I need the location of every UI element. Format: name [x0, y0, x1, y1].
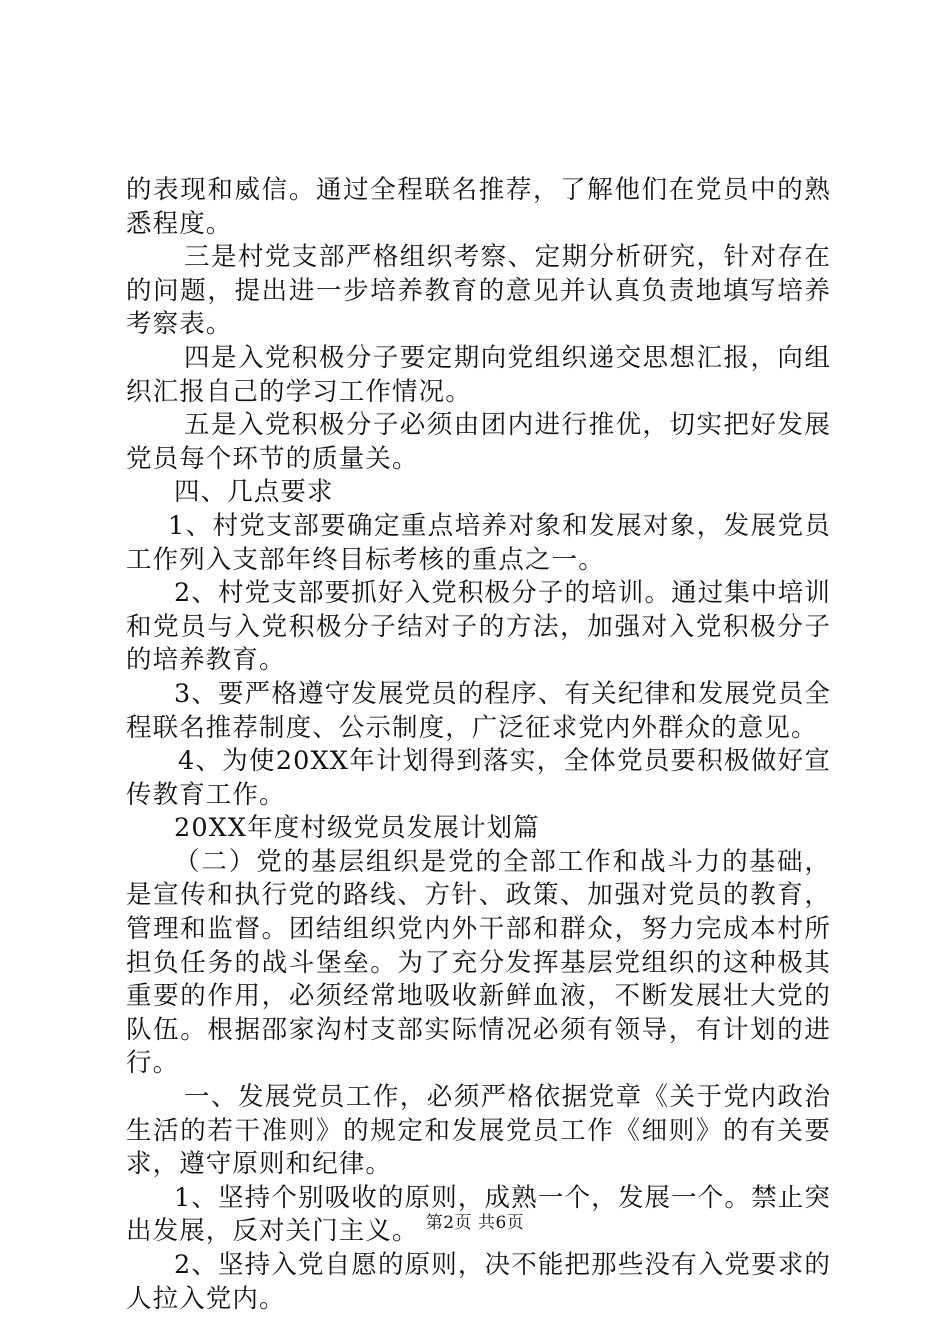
section-heading-requirements: 四、几点要求	[174, 477, 334, 508]
paragraph-continuation: 的表现和威信。通过全程联名推荐，了解他们在党员中的熟悉程度。	[126, 175, 831, 239]
page-number-footer: 第2页 共6页	[425, 1213, 525, 1233]
requirement-4: 4、为使20XX年计划得到落实，全体党员要积极做好宣传教育工作。	[126, 746, 831, 810]
section-one: 一、发展党员工作，必须严格依据党章《关于党内政治生活的若干准则》的规定和发展党员工作《细则》的有关要求，遵守原则和纪律。	[126, 1082, 831, 1180]
paragraph-item-5: 五是入党积极分子必须由团内进行推优，切实把好发展党员每个环节的质量关。	[126, 410, 831, 474]
principle-2: 2、坚持入党自愿的原则，决不能把那些没有入党要求的人拉入党内。	[126, 1250, 831, 1314]
document-body	[126, 174, 831, 1316]
article-title: 20XX年度村级党员发展计划篇	[174, 813, 540, 844]
requirement-2: 2、村党支部要抓好入党积极分子的培训。通过集中培训和党员与入党积极分子结对子的方法，加强对入党积极分子的培养教育。	[126, 578, 831, 676]
requirement-1: 1、村党支部要确定重点培养对象和发展对象，发展党员工作列入支部年终目标考核的重点之一。	[126, 510, 831, 575]
paragraph-item-3: 三是村党支部严格组织考察、定期分析研究，针对存在的问题，提出进一步培养教育的意见并认真负责地填写培养考察表。	[126, 242, 831, 340]
principle-1: 1、坚持个别吸收的原则，成熟一个，发展一个。禁止突出发展，反对关门主义。	[126, 1182, 831, 1247]
paragraph-item-4: 四是入党积极分子要定期向党组织递交思想汇报，向组织汇报自己的学习工作情况。	[126, 342, 831, 407]
paragraph-intro: （二）党的基层组织是党的全部工作和战斗力的基础，是宣传和执行党的路线、方针、政策、加强对党员的教育，管理和监督。团结组织党内外干部和群众，努力完成本村所担负任务的战斗堡垒。为了充分发挥基层党组织的这种极其重要的作用，必须经常地吸收新鲜血液，不断发展壮大党的队伍。根据邵家沟村支部实际情况必须有领导，有计划的进行。	[126, 846, 831, 1079]
requirement-3: 3、要严格遵守发展党员的程序、有关纪律和发展党员全程联名推荐制度、公示制度，广泛征求党内外群众的意见。	[126, 678, 831, 743]
